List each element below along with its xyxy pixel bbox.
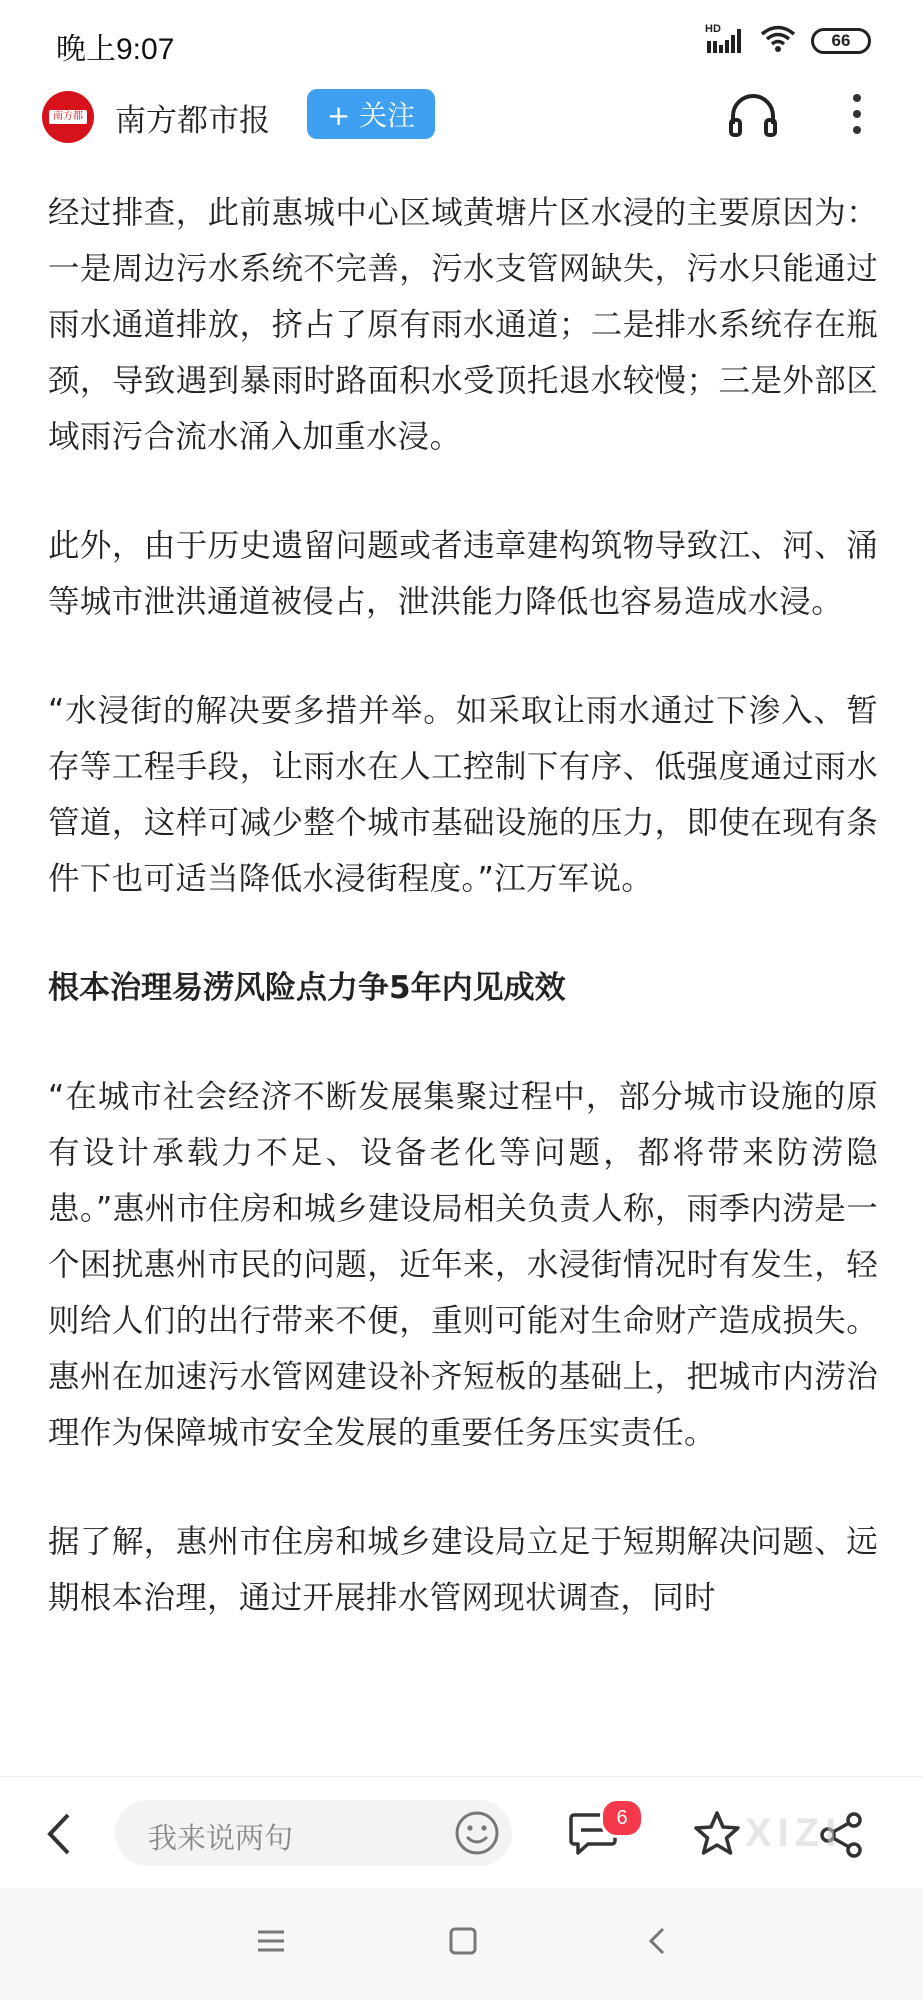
source-name[interactable]: 南方都市报	[115, 103, 270, 139]
status-time: 晚上9:07	[56, 33, 175, 66]
emoji-icon[interactable]	[453, 1809, 501, 1861]
article-paragraph: 经过排查，此前惠城中心区域黄塘片区水浸的主要原因为：一是周边污水系统不完善，污水支管网缺失，污水只能通过雨水通道排放，挤占了原有雨水通道；二是排水系统存在瓶颈，导致遇到暴雨时路面积水受顶托退水较慢；三是外部区域雨污合流水涌入加重水浸。	[48, 195, 878, 455]
star-icon[interactable]	[692, 1809, 742, 1863]
source-avatar[interactable]	[42, 91, 94, 143]
article-paragraph: 据了解，惠州市住房和城乡建设局立足于短期解决问题、远期根本治理，通过开展排水管网现状调查，同时	[48, 1524, 878, 1616]
nav-back-icon[interactable]	[645, 1926, 669, 1960]
headphones-icon[interactable]	[727, 90, 779, 144]
comment-input[interactable]	[115, 1800, 512, 1866]
status-icons	[705, 24, 871, 58]
battery-indicator: 66	[811, 28, 871, 54]
article-body	[48, 185, 878, 1679]
more-options-icon[interactable]	[847, 92, 867, 140]
signal-icon	[705, 23, 745, 55]
home-icon[interactable]	[448, 1926, 478, 1960]
menu-icon[interactable]	[256, 1926, 286, 1960]
status-bar	[0, 0, 923, 82]
article-paragraph: “在城市社会经济不断发展集聚过程中，部分城市设施的原有设计承载力不足、设备老化等问题，都将带来防涝隐患。”惠州市住房和城乡建设局相关负责人称，雨季内涝是一个困扰惠州市民的问题，近年来，水浸街情况时有发生，轻则给人们的出行带来不便，重则可能对生命财产造成损失。惠州在加速污水管网建设补齐短板的基础上，把城市内涝治理作为保障城市安全发展的重要任务压实责任。	[48, 1079, 878, 1451]
section-heading: 根本治理易涝风险点力争5年内见成效	[48, 970, 566, 1006]
article-paragraph: “水浸街的解决要多措并举。如采取让雨水通过下渗入、暂存等工程手段，让雨水在人工控制下有序、低强度通过雨水管道，这样可减少整个城市基础设施的压力，即使在现有条件下也可适当降低水浸街程度。”江万军说。	[48, 693, 878, 897]
comment-placeholder: 我来说两句	[148, 1821, 294, 1855]
comment-count-badge: 6	[600, 1798, 644, 1838]
back-icon[interactable]	[44, 1811, 74, 1861]
watermark-text: XIZI	[745, 1811, 843, 1855]
wifi-icon	[759, 24, 797, 58]
network-type-label: HD	[705, 23, 721, 35]
bottom-action-bar	[0, 1776, 923, 1889]
source-logo: 南方都市报	[49, 110, 87, 124]
follow-button[interactable]: + 关注	[307, 89, 435, 139]
system-nav-bar	[0, 1888, 923, 2000]
article-header	[0, 82, 923, 182]
article-paragraph: 此外，由于历史遗留问题或者违章建构筑物导致江、河、涌等城市泄洪通道被侵占，泄洪能力降低也容易造成水浸。	[48, 528, 878, 620]
